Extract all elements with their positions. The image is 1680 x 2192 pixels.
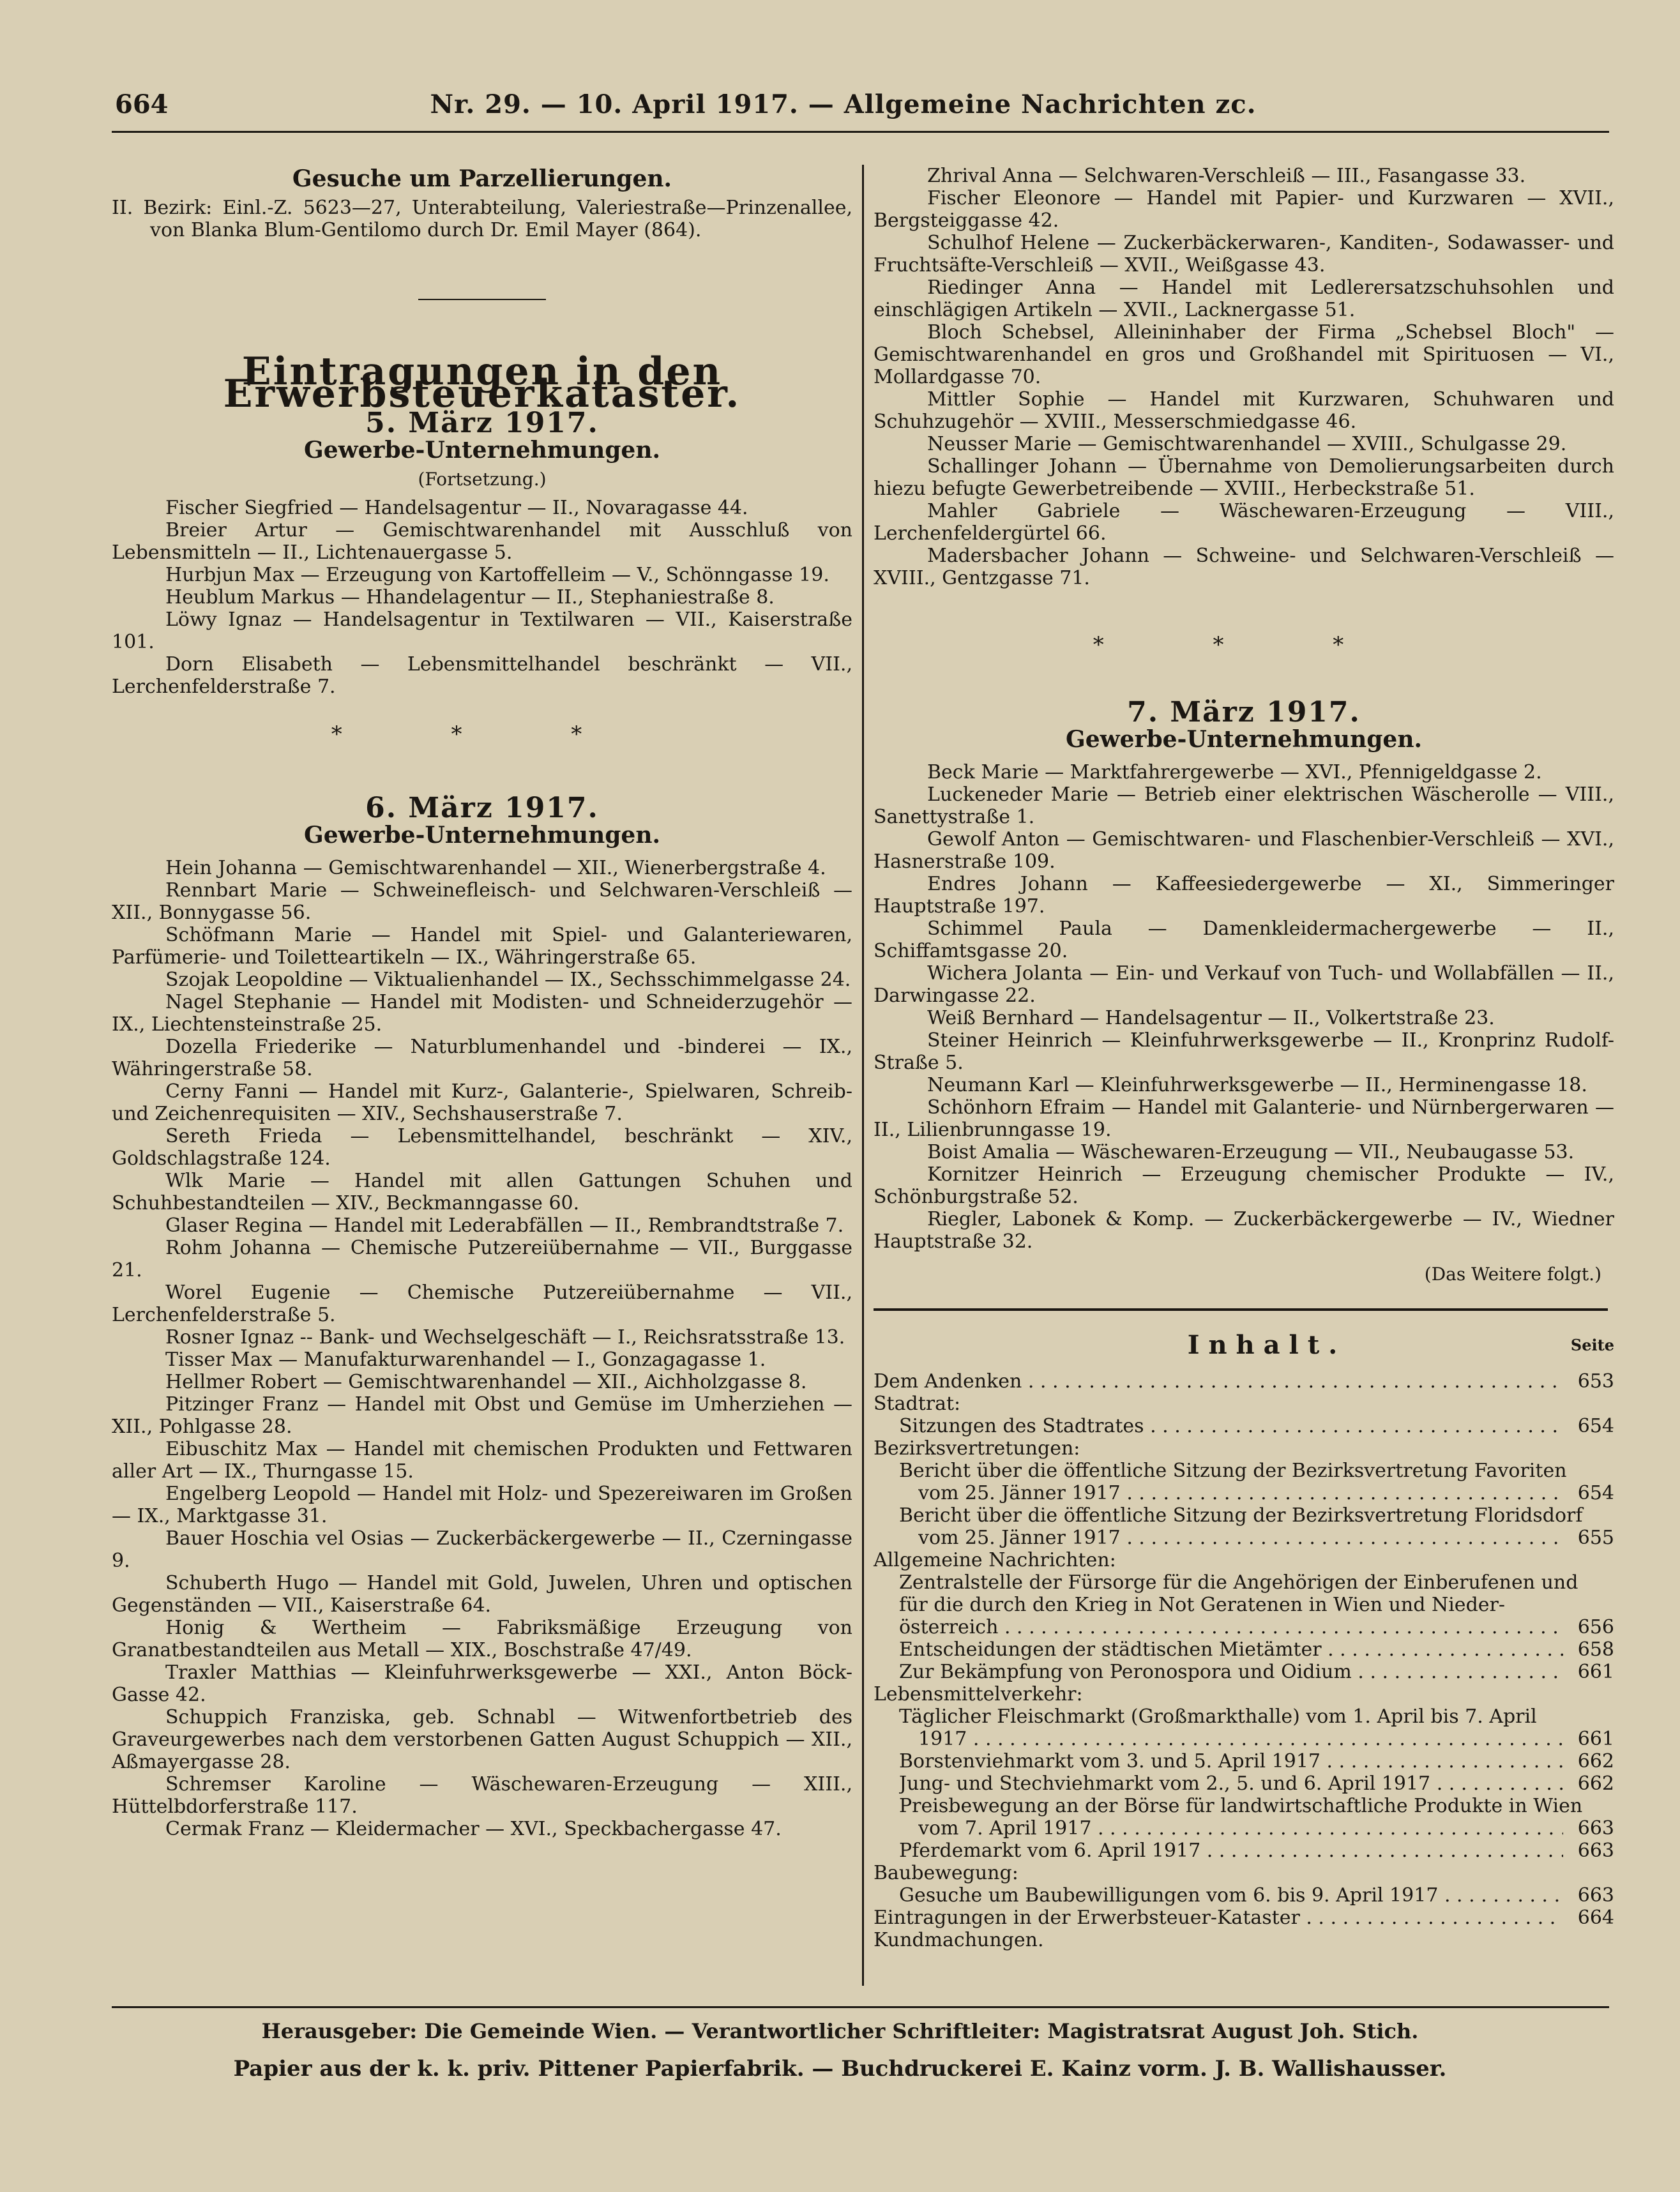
section-stars: * * * [1093,632,1395,658]
list-item: Gewolf Anton — Gemischtwaren- und Flaschenbier-Verschleiß — XVI., Hasnerstraße 109. [874,828,1614,873]
list-item: Schallinger Johann — Übernahme von Demolierungsarbeiten durch hiezu befugte Gewerbetreibende — XVIII., Herbeckstraße 51. [874,455,1614,500]
toc-entry-label: vom 25. Jänner 1917 . . . [918,1482,1563,1504]
list-item: Endres Johann — Kaffeesiedergewerbe — XI., Simmeringer Hauptstraße 197. [874,873,1614,918]
toc-entry-label: Preisbewegung an der Börse für landwirtschaftliche Produkte in Wien [899,1795,1583,1817]
toc-row [874,1750,1614,1772]
toc-row [874,1549,1614,1571]
toc-entry-label: Bezirksvertretungen: [874,1437,1080,1460]
list-item: Engelberg Leopold — Handel mit Holz- und Spezereiwaren im Großen — IX., Marktgasse 31. [112,1483,852,1527]
publisher-line: Herausgeber: Die Gemeinde Wien. — Verantwortlicher Schriftleiter: Magistratsrat August Joh. Stich. [261,2019,1419,2043]
toc-entry-label: Entscheidungen der städtischen Mietämter . . . [899,1638,1563,1661]
toc-row [874,1594,1614,1616]
list-item: Hein Johanna — Gemischtwarenhandel — XII., Wienerbergstraße 4. [165,857,826,879]
list-item: Pitzinger Franz — Handel mit Obst und Gemüse im Umherziehen — XII., Pohlgasse 28. [112,1393,852,1438]
toc-row [874,1683,1614,1705]
toc-row [874,1616,1614,1638]
toc-row [874,1884,1614,1907]
toc-entry-label: Pferdemarkt vom 6. April 1917 . . . [899,1840,1563,1862]
toc-row [874,1705,1614,1728]
list-item: Rohm Johanna — Chemische Putzereiübernahme — VII., Burggasse 21. [112,1237,852,1281]
list-item: Schöfmann Marie — Handel mit Spiel- und Galanteriewaren, Parfümerie- und Toiletteartikeln — IX., Währingerstraße 65. [112,924,852,969]
toc-entry-label: Sitzungen des Stadtrates . . . [899,1415,1563,1437]
toc-row [874,1460,1614,1482]
toc-entry-label: Gesuche um Baubewilligungen vom 6. bis 9. April 1917 . . . [899,1884,1563,1907]
toc-entry-label: Bericht über die öffentliche Sitzung der Bezirksvertretung Favoriten [899,1460,1567,1482]
list-item: Nagel Stephanie — Handel mit Modisten- und Schneiderzugehör — IX., Liechtensteinstraße 25. [112,991,852,1036]
toc-entry-label: Zur Bekämpfung von Peronospora und Oidium . . . [899,1661,1563,1683]
toc-entry-label: Allgemeine Nachrichten: [874,1549,1116,1571]
list-item: Szojak Leopoldine — Viktualienhandel — IX., Sechsschimmelgasse 24. [165,969,851,991]
toc-entry-page: 656 [1577,1616,1614,1638]
list-item: Zhrival Anna — Selchwaren-Verschleiß — III., Fasangasse 33. [927,165,1526,187]
header-rule [112,131,1609,133]
section-stars: * * * [331,722,633,747]
list-item: Honig & Wertheim — Fabriksmäßige Erzeugung von Granatbestandteilen aus Metall — XIX., Boschstraße 47/49. [112,1617,852,1661]
toc-entry-page: 662 [1577,1750,1614,1772]
toc-row [874,1907,1614,1929]
toc-row [874,1840,1614,1862]
list-item: Schönhorn Efraim — Handel mit Galanterie- und Nürnbergerwaren — II., Lilienbrunngasse 19. [874,1096,1614,1141]
toc-entry-page: 654 [1577,1415,1614,1437]
toc-row [874,1795,1614,1817]
list-item: Cermak Franz — Kleidermacher — XVI., Speckbachergasse 47. [165,1818,782,1840]
toc-entry-label: Baubewegung: [874,1862,1018,1884]
list-item: Schremser Karoline — Wäschewaren-Erzeugung — XIII., Hüttelbdorferstraße 117. [112,1773,852,1818]
list-item: Schimmel Paula — Damenkleidermachergewerbe — II., Schiffamtsgasse 20. [874,918,1614,962]
toc-entry-label: Täglicher Fleischmarkt (Großmarkthalle) vom 1. April bis 7. April [899,1705,1537,1728]
table-of-contents [874,1330,1614,1951]
toc-title: Inhalt. [1187,1330,1347,1360]
list-item: Breier Artur — Gemischtwarenhandel mit Ausschluß von Lebensmitteln — II., Lichtenauergasse 5. [112,519,852,564]
toc-row [874,1772,1614,1795]
list-item: Rennbart Marie — Schweinefleisch- und Selchwaren-Verschleiß — XII., Bonnygasse 56. [112,879,852,924]
entries-6-maerz [112,857,852,1840]
toc-entry-page: 662 [1577,1772,1614,1795]
column-divider [862,165,864,1986]
toc-page-label: Seite [1570,1336,1614,1354]
section-heading: Gewerbe-Unternehmungen. [303,437,661,464]
list-item: Schulhof Helene — Zuckerbäckerwaren-, Kanditen-, Sodawasser- und Fruchtsäfte-Verschleiß — XVII., Weißgasse 43. [874,232,1614,276]
list-item: Mahler Gabriele — Wäschewaren-Erzeugung — VIII., Lerchenfeldergürtel 66. [874,500,1614,545]
toc-row [874,1817,1614,1840]
page-number: 664 [115,89,169,119]
toc-entry-label: Eintragungen in der Erwerbsteuer-Kataster . . . [874,1907,1563,1929]
list-item: Eibuschitz Max — Handel mit chemischen Produkten und Fettwaren aller Art — IX., Thurngasse 15. [112,1438,852,1483]
toc-entry-label: österreich . . . [899,1616,1563,1638]
page-header [115,89,1571,128]
footer-rule [112,2006,1609,2008]
main-heading: Eintragungen in den Erwerbsteuerkataster. [223,349,741,416]
entries-7-maerz [874,761,1614,1253]
parcel-entry: II. Bezirk: Einl.-Z. 5623—27, Unterabteilung, Valeriestraße—Prinzenallee, von Blanka Blum-Gentilomo durch Dr. Emil Mayer (864). [112,197,852,241]
list-item: Hellmer Robert — Gemischtwarenhandel — XII., Aichholzgasse 8. [165,1371,807,1393]
list-item: Hurbjun Max — Erzeugung von Kartoffelleim — V., Schönngasse 19. [165,564,829,586]
toc-entry-label: vom 7. April 1917 . . . [918,1817,1563,1840]
list-item: Worel Eugenie — Chemische Putzereiübernahme — VII., Lerchenfelderstraße 5. [112,1281,852,1326]
list-item: Tisser Max — Manufakturwarenhandel — I., Gonzagagasse 1. [165,1349,766,1371]
toc-entry-label: Bericht über die öffentliche Sitzung der Bezirksvertretung Floridsdorf [899,1504,1583,1527]
list-item: Wlk Marie — Handel mit allen Gattungen Schuhen und Schuhbestandteilen — XIV., Beckmanngasse 60. [112,1170,852,1214]
list-item: Cerny Fanni — Handel mit Kurz-, Galanterie-, Spielwaren, Schreib- und Zeichenrequisiten — XIV., Sechshauserstraße 7. [112,1080,852,1125]
list-item: Wichera Jolanta — Ein- und Verkauf von Tuch- und Wollabfällen — II., Darwingasse 22. [874,962,1614,1007]
list-item: Madersbacher Johann — Schweine- und Selchwaren-Verschleiß — XVIII., Gentzgasse 71. [874,545,1614,589]
toc-entry-label: Borstenviehmarkt vom 3. und 5. April 1917 . . . [899,1750,1563,1772]
list-item: Kornitzer Heinrich — Erzeugung chemischer Produkte — IV., Schönburgstraße 52. [874,1163,1614,1208]
toc-entry-label: Stadtrat: [874,1393,961,1415]
to-be-continued: (Das Weitere folgt.) [1424,1264,1601,1285]
list-item: Steiner Heinrich — Kleinfuhrwerksgewerbe — II., Kronprinz Rudolf-Straße 5. [874,1029,1614,1074]
toc-entry-page: 663 [1577,1884,1614,1907]
parcel-heading: Gesuche um Parzellierungen. [292,165,672,192]
list-item: Rosner Ignaz -- Bank- und Wechselgeschäft — I., Reichsratsstraße 13. [165,1326,845,1349]
toc-entry-label: Dem Andenken . . . [874,1370,1563,1393]
list-item: Luckeneder Marie — Betrieb einer elektrischen Wäscherolle — VIII., Sanettystraße 1. [874,783,1614,828]
entries-5-maerz [112,497,852,698]
toc-entry-label: vom 25. Jänner 1917 . . . [918,1527,1563,1549]
toc-entry-page: 661 [1577,1728,1614,1750]
toc-entry-label: 1917 . . . [918,1728,1563,1750]
list-item: Boist Amalia — Wäschewaren-Erzeugung — VII., Neubaugasse 53. [927,1141,1575,1163]
date-heading-6-maerz: 6. März 1917. [365,792,599,824]
list-item: Schuppich Franziska, geb. Schnabl — Witwenfortbetrieb des Graveurgewerbes nach dem verstorbenen Gatten August Schuppich — XII., Aßmayergasse 28. [112,1706,852,1773]
toc-entry-page: 655 [1577,1527,1614,1549]
list-item: Sereth Frieda — Lebensmittelhandel, beschränkt — XIV., Goldschlagstraße 124. [112,1125,852,1170]
toc-row [874,1482,1614,1504]
list-item: Neusser Marie — Gemischtwarenhandel — XVIII., Schulgasse 29. [927,433,1567,455]
toc-row [874,1370,1614,1393]
list-item: Fischer Siegfried — Handelsagentur — II., Novaragasse 44. [165,497,748,519]
toc-row [874,1393,1614,1415]
toc-row [874,1415,1614,1437]
list-item: Mittler Sophie — Handel mit Kurzwaren, Schuhwaren und Schuhzugehör — XVIII., Messerschmiedgasse 46. [874,388,1614,433]
toc-entry-label: Kundmachungen. [874,1929,1044,1951]
section-heading: Gewerbe-Unternehmungen. [303,822,661,849]
toc-header [874,1330,1614,1360]
toc-entry-label: Lebensmittelverkehr: [874,1683,1083,1705]
list-item: Löwy Ignaz — Handelsagentur in Textilwaren — VII., Kaiserstraße 101. [112,608,852,653]
toc-entry-page: 661 [1577,1661,1614,1683]
toc-entry-label: für die durch den Krieg in Not Geratenen in Wien und Nieder- [899,1594,1505,1616]
toc-entry-page: 663 [1577,1817,1614,1840]
toc-entry-page: 658 [1577,1638,1614,1661]
list-item: Riegler, Labonek & Komp. — Zuckerbäckergewerbe — IV., Wiedner Hauptstraße 32. [874,1208,1614,1253]
list-item: Glaser Regina — Handel mit Lederabfällen — II., Rembrandtstraße 7. [165,1214,844,1237]
list-item: Traxler Matthias — Kleinfuhrwerksgewerbe — XXI., Anton Böck-Gasse 42. [112,1661,852,1706]
toc-entry-page: 654 [1577,1482,1614,1504]
printer-line: Papier aus der k. k. priv. Pittener Papierfabrik. — Buchdruckerei E. Kainz vorm. J. B. Wallishausser. [233,2056,1447,2082]
toc-entry-page: 663 [1577,1840,1614,1862]
toc-row [874,1862,1614,1884]
list-item: Schuberth Hugo — Handel mit Gold, Juwelen, Uhren und optischen Gegenständen — VII., Kaiserstraße 64. [112,1572,852,1617]
toc-row [874,1571,1614,1594]
list-item: Heublum Markus — Hhandelagentur — II., Stephaniestraße 8. [165,586,775,608]
list-item: Weiß Bernhard — Handelsagentur — II., Volkertstraße 23. [927,1007,1495,1029]
continuation-note: (Fortsetzung.) [418,469,547,490]
list-item: Bauer Hoschia vel Osias — Zuckerbäckergewerbe — II., Czerningasse 9. [112,1527,852,1572]
toc-entry-page: 664 [1577,1907,1614,1929]
toc-row [874,1527,1614,1549]
toc-entry-page: 653 [1577,1370,1614,1393]
list-item: Riedinger Anna — Handel mit Ledlerersatzschuhsohlen und einschlägigen Artikeln — XVII., Lacknergasse 51. [874,276,1614,321]
toc-row [874,1929,1614,1951]
toc-rows [874,1370,1614,1951]
toc-row [874,1504,1614,1527]
toc-row [874,1728,1614,1750]
section-heading: Gewerbe-Unternehmungen. [1065,726,1423,753]
date-heading-5-maerz: 5. März 1917. [365,407,599,439]
issue-title: Nr. 29. — 10. April 1917. — Allgemeine Nachrichten zc. [430,89,1257,119]
list-item: Neumann Karl — Kleinfuhrwerksgewerbe — II., Herminengasse 18. [927,1074,1587,1096]
toc-row [874,1638,1614,1661]
list-item: Beck Marie — Marktfahrergewerbe — XVI., Pfennigeldgasse 2. [927,761,1542,783]
list-item: Bloch Schebsel, Alleininhaber der Firma „Schebsel Bloch" — Gemischtwarenhandel en gros und Großhandel mit Spirituosen — VI., Mollardgasse 70. [874,321,1614,388]
entries-6-maerz-continued [874,165,1614,589]
toc-row [874,1661,1614,1683]
toc-entry-label: Zentralstelle der Fürsorge für die Angehörigen der Einberufenen und [899,1571,1578,1594]
right-column [874,165,1614,1951]
list-item: Dozella Friederike — Naturblumenhandel und -binderei — IX., Währingerstraße 58. [112,1036,852,1080]
list-item: Fischer Eleonore — Handel mit Papier- und Kurzwaren — XVII., Bergsteiggasse 42. [874,187,1614,232]
toc-entry-label: Jung- und Stechviehmarkt vom 2., 5. und 6. April 1917 . . . [899,1772,1563,1795]
toc-row [874,1437,1614,1460]
left-column [112,163,852,1840]
date-heading-7-maerz: 7. März 1917. [1127,696,1361,729]
list-item: Dorn Elisabeth — Lebensmittelhandel beschränkt — VII., Lerchenfelderstraße 7. [112,653,852,698]
